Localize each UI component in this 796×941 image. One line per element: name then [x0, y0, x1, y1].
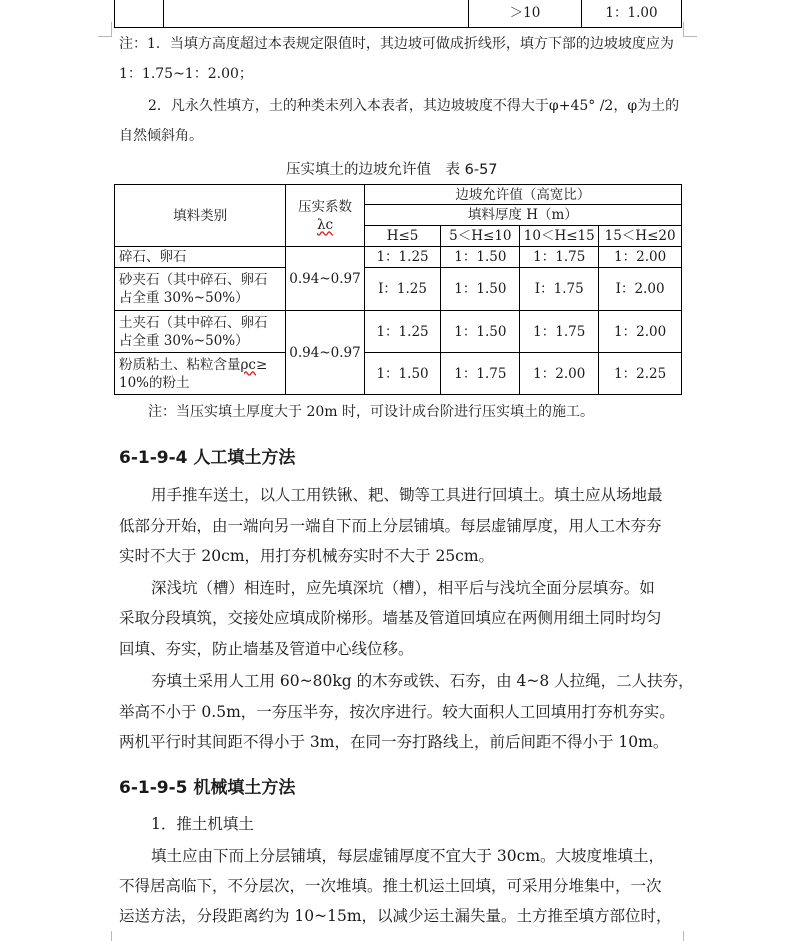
row3-type-line2: 占全重 30%~50%） [119, 332, 249, 349]
s1-p2-line2: 采取分段填筑，交接处应填成阶梯形。墙基及管道回填应在两侧用细土同时均匀 [119, 609, 662, 627]
row4-type-geq: ≥ [256, 356, 268, 373]
header-col-1: H≤5 [364, 226, 441, 247]
header-coef-symbol: λc [316, 216, 334, 233]
s1-p2-line3: 回填、夯实，防止墙基及管道中心线位移。 [119, 640, 414, 658]
note1-line3: 2．凡永久性填方，土的种类未列入本表者，其边坡坡度不得大于φ+45° /2，φ为土的 [148, 98, 680, 114]
row4-v1: 1：1.50 [364, 353, 441, 395]
corner-mark-bl-v [111, 931, 112, 941]
header-col-2: 5＜H≤10 [441, 226, 520, 247]
row2-v1: I：1.25 [364, 268, 441, 311]
header-coef [286, 185, 364, 247]
row2-v4: I：2.00 [599, 268, 682, 311]
corner-mark-tl-v [111, 22, 112, 37]
s1-p3-line1: 夯填土采用人工用 60~80kg 的木夯或铁、石夯，由 4~8 人拉绳，二人扶夯， [151, 672, 694, 690]
note1-line2: 1：1.75~1：2.00； [119, 66, 253, 82]
header-col-3: 10＜H≤15 [520, 226, 599, 247]
top-cell-2 [164, 0, 469, 27]
corner-mark-tr-v [683, 22, 684, 37]
section-heading-6-1-9-5: 6-1-9-5 机械填土方法 [119, 778, 296, 798]
top-table-fragment [114, 0, 682, 28]
s2-p1-line1: 填土应由下而上分层铺填，每层虚铺厚度不宜大于 30cm。大坡度堆填土， [151, 847, 665, 865]
s1-p2-line1: 深浅坑（槽）相连时，应先填深坑（槽），相平后与浅坑全面分层填夯。如 [151, 579, 655, 597]
row4-v4: 1：2.25 [599, 353, 682, 395]
top-cell-4: 1：1.00 [582, 0, 682, 27]
table-caption: 压实填土的边坡允许值 表 6-57 [286, 162, 498, 178]
section-heading-6-1-9-4: 6-1-9-4 人工填土方法 [119, 448, 296, 468]
header-thickness: 填料厚度 H（m） [364, 205, 681, 226]
header-type: 填料类别 [115, 185, 286, 247]
row2-v2: 1：1.50 [441, 268, 520, 311]
row4-type-line2: 10%的粉土 [119, 374, 190, 391]
row4-v2: 1：1.75 [441, 353, 520, 395]
header-col-4: 15＜H≤20 [599, 226, 682, 247]
slope-table [114, 184, 682, 395]
row3-v2: 1：1.50 [441, 311, 520, 353]
s1-p1-line2: 低部分开始，由一端向另一端自下而上分层铺填。每层虚铺厚度，用人工木夯夯 [119, 517, 662, 535]
row3-v1: 1：1.25 [364, 311, 441, 353]
row3-type [115, 311, 286, 353]
s2-p1-line3: 运送方法，分段距离约为 10~15m，以减少运土漏失量。土方推至填方部位时， [119, 907, 672, 925]
row4-type-line1 [119, 356, 282, 374]
row2-type [115, 268, 286, 311]
row4-v3: 1：2.00 [520, 353, 599, 395]
row1-v4: 1：2.00 [599, 247, 682, 268]
s1-p3-line3: 两机平行时其间距不得小于 3m，在同一夯打路线上，前后间距不得小于 10m。 [119, 733, 669, 751]
corner-mark-tl-h [98, 36, 112, 37]
table-note: 注：当压实填土厚度大于 20m 时，可设计成台阶进行压实填土的施工。 [148, 404, 594, 420]
note1-line1: 注：1．当填方高度超过本表规定限值时，其边坡可做成折线形，填方下部的边坡坡度应为 [119, 36, 674, 52]
row2-type-line1: 砂夹石（其中碎石、卵石 [119, 272, 268, 288]
row1-v2: 1：1.50 [441, 247, 520, 268]
s2-p1-line2: 不得居高临下，不分层次，一次堆填。推土机运土回填，可采用分堆集中，一次 [119, 877, 662, 895]
row2-type-line2: 占全重 30%~50%） [119, 290, 249, 306]
top-cell-1 [115, 0, 164, 27]
row1-type: 碎石、卵石 [115, 247, 286, 268]
header-slope: 边坡允许值（高宽比） [364, 185, 681, 205]
s2-subheading: 1．推土机填土 [151, 815, 254, 833]
row3-v3: 1：1.75 [520, 311, 599, 353]
row4-type-symbol: ρc [240, 356, 256, 373]
row3-type-line1: 土夹石（其中碎石、卵石 [119, 314, 268, 331]
top-cell-3: ＞10 [469, 0, 582, 27]
s1-p1-line1: 用手推车送土，以人工用铁锹、耙、锄等工具进行回填土。填土应从场地最 [151, 486, 663, 504]
row4-type [115, 353, 286, 395]
header-coef-label: 压实系数 [298, 198, 352, 215]
s1-p3-line2: 举高不小于 0.5m，一夯压半夯，按次序进行。较大面积人工回填用打夯机夯实。 [119, 703, 675, 721]
row1-v1: 1：1.25 [364, 247, 441, 268]
coef-group-2: 0.94~0.97 [286, 311, 364, 395]
row3-v4: 1：2.00 [599, 311, 682, 353]
row4-type-text: 粉质粘土、粘粒含量 [119, 356, 241, 373]
row1-v3: 1：1.75 [520, 247, 599, 268]
note1-line4: 自然倾斜角。 [119, 128, 203, 144]
s1-p1-line3: 实时不大于 20cm，用打夯机械夯实时不大于 25cm。 [119, 547, 495, 565]
coef-group-1: 0.94~0.97 [286, 247, 364, 311]
row2-v3: I：1.75 [520, 268, 599, 311]
corner-mark-br-v [683, 931, 684, 941]
corner-mark-tr-h [683, 36, 697, 37]
